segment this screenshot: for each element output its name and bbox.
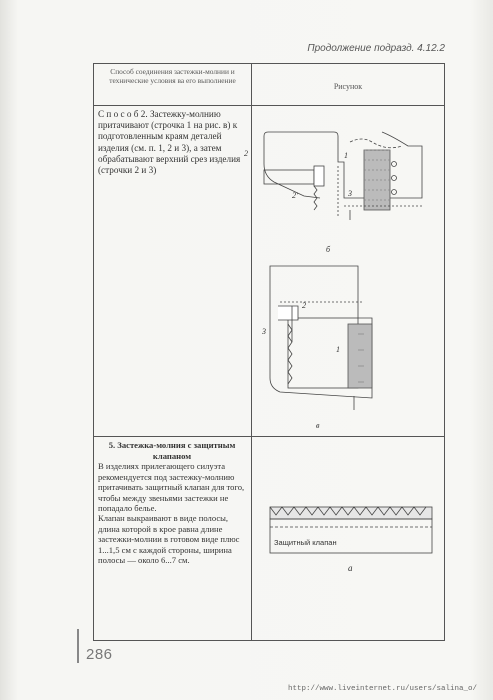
mark-2: 2 [244,149,248,158]
column-header-method: Способ соединения застежки-молнии и технические условия ва его выполнение [94,64,252,106]
mark-3: 3 [262,327,266,336]
figure-v-label: в [316,421,320,430]
table-header-row [94,64,445,106]
flap-caption: Защитный клапан [274,538,337,548]
section-5-text-1: В изделиях прилегающего силуэта рекомендуется под застежку-молнию притачивать защитный клапан для того, чтобы между звеньями застежки не попадало белье. [98,461,245,514]
mark-3: 3 [348,189,352,198]
method-2-figures-cell [244,106,445,437]
figure-v-drawing [270,266,372,410]
mark-1: 1 [336,345,340,354]
table-row-section-5 [94,437,445,640]
page-number: 286 [86,646,113,663]
mark-2-prime: 2' [292,191,298,200]
mark-1: 1 [344,151,348,160]
figure-v-marks [261,301,340,430]
figure-b-label: б [326,245,331,254]
figure-b-drawing [264,132,422,220]
page-margin-bar [77,629,79,663]
method-table [93,63,445,641]
zipper-flap-figure [252,437,444,637]
section-5-figure-cell [252,437,445,640]
column-header-figure: Рисунок [252,64,445,106]
method-2-text: С п о с о б 2. Застежку-молнию притачивают (строчка 1 на рис. в) к подготовленным краям деталей изделия (см. п. 1, 2 и 3), а затем обрабатывают верхний срез изделия (строчки 2 и 3) [98,109,241,176]
section-5-cell [94,437,252,640]
zipper-figures-b-v [244,106,444,434]
method-2-cell [94,106,252,437]
continuation-header: Продолжение подразд. 4.12.2 [307,43,445,54]
mark-2: 2 [302,301,306,310]
figure-b-marks [244,149,352,254]
section-5-title: 5. Застежка-молния с защитным клапаном [108,440,236,461]
section-5-text-2: Клапан выкраивают в виде полосы, длина которой в крое равна длине застежки-молнии в готовом виде плюс 1...1,5 см с каждой стороны, ширина полосы — около 6...7 см. [98,513,240,566]
table-row-method-2 [94,106,445,437]
source-watermark: http://www.liveinternet.ru/users/salina_o/ [288,685,478,693]
figure-a-label: а [348,563,353,574]
